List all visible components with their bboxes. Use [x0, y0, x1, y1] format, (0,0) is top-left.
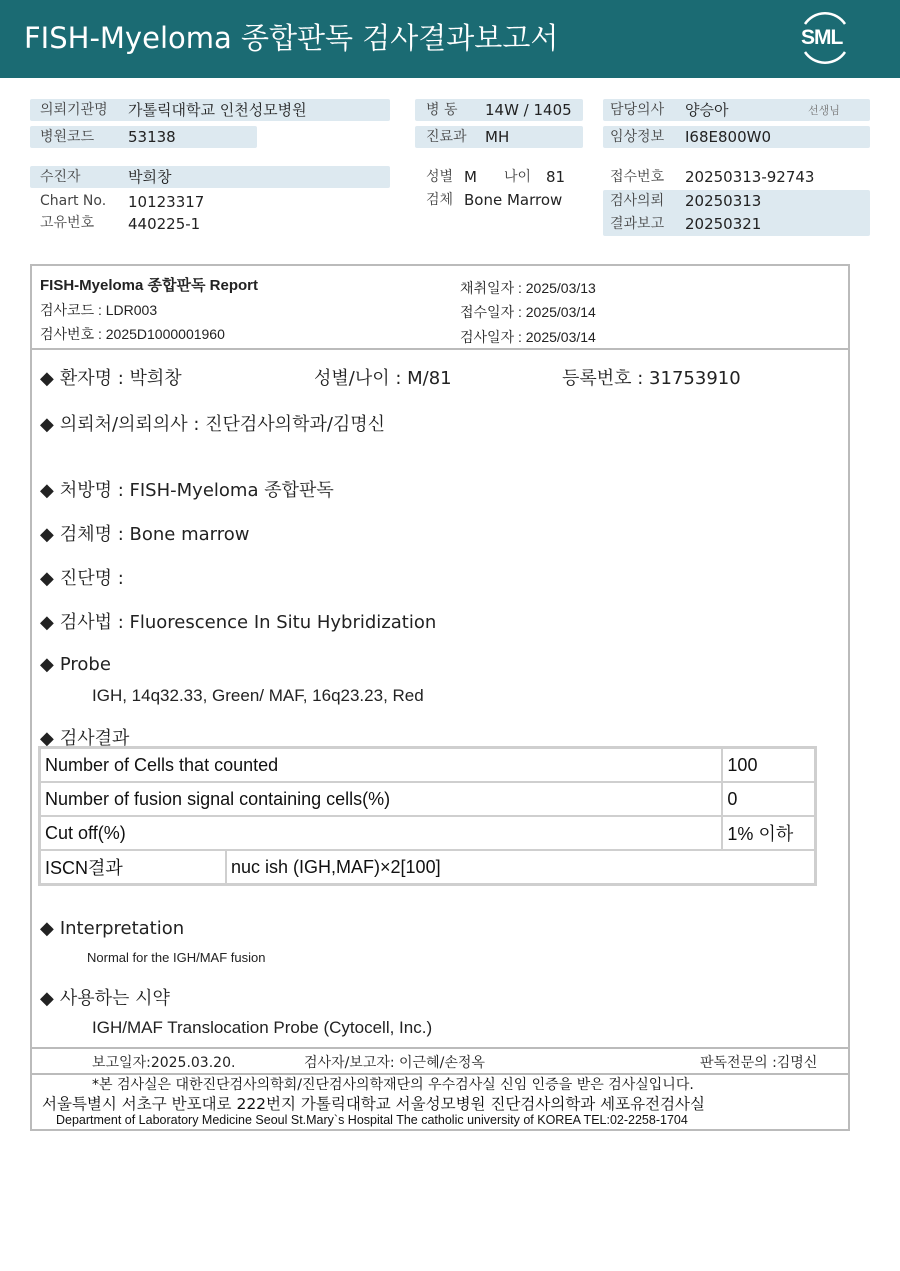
iscn-label: ISCN결과	[40, 850, 227, 885]
reg-line: 등록번호 : 31753910	[562, 368, 741, 389]
row-value: 0	[722, 782, 815, 816]
reagent-value: IGH/MAF Translocation Probe (Cytocell, Inc.)	[92, 1018, 433, 1037]
diamond-icon: ◆	[40, 728, 54, 749]
test-date: 검사일자 : 2025/03/14	[460, 329, 596, 345]
requester-line-text: 의뢰처/의뢰의사 : 진단검사의학과/김명신	[59, 414, 386, 435]
patient-line	[40, 364, 182, 390]
receipt-label: 접수번호	[610, 169, 665, 185]
test-code: 검사코드 : LDR003	[40, 302, 158, 318]
result-value: 20250321	[685, 215, 762, 233]
iscn-value: nuc ish (IGH,MAF)×2[100]	[226, 850, 816, 885]
diamond-icon: ◆	[40, 524, 54, 545]
sml-logo	[795, 10, 855, 66]
patient-value: 박희창	[128, 168, 172, 186]
specimen-value: Bone Marrow	[464, 191, 563, 209]
signature-row	[32, 1047, 848, 1075]
hosp-code-value: 53138	[128, 128, 176, 146]
clinical-value: I68E800W0	[685, 128, 771, 146]
chart-value: 10123317	[128, 193, 205, 211]
probe-line	[40, 654, 111, 675]
dept-label: 진료과	[426, 129, 467, 145]
result-heading-text: 검사결과	[59, 728, 130, 749]
row-label: Cut off(%)	[40, 816, 723, 850]
table-row	[40, 816, 816, 850]
page-title: FISH-Myeloma 종합판독 검사결과보고서	[24, 21, 559, 55]
row-label: Number of Cells that counted	[40, 748, 723, 783]
row-value: 1% 이하	[722, 816, 815, 850]
req-org-value: 가톨릭대학교 인천성모병원	[128, 101, 307, 119]
reagent-line	[40, 984, 170, 1010]
probe-label: Probe	[59, 654, 111, 675]
result-table	[38, 746, 817, 886]
diamond-icon: ◆	[40, 368, 54, 389]
method-line-text: 검사법 : Fluorescence In Situ Hybridization	[59, 612, 437, 633]
doctor-value: 양승아	[685, 101, 729, 119]
sexage-line: 성별/나이 : M/81	[314, 368, 452, 389]
clinical-label: 임상정보	[610, 129, 665, 145]
diamond-icon: ◆	[40, 480, 54, 501]
cert-line: *본 검사실은 대한진단검사의학회/진단검사의학재단의 우수검사실 신임 인증을 받은 검사실입니다.	[92, 1077, 694, 1093]
probe-value: IGH, 14q32.33, Green/ MAF, 16q23.23, Red	[92, 686, 424, 705]
receipt-value: 20250313-92743	[685, 168, 815, 186]
sex-value: M	[464, 168, 477, 186]
diamond-icon: ◆	[40, 414, 54, 435]
interp-line	[40, 918, 184, 939]
diagnosis-line-text: 진단명 :	[59, 568, 124, 589]
report-header	[32, 266, 848, 350]
diamond-icon: ◆	[40, 654, 54, 675]
request-label: 검사의뢰	[610, 193, 665, 209]
diamond-icon: ◆	[40, 568, 54, 589]
dept-line: Department of Laboratory Medicine Seoul St.Mary`s Hospital The catholic university of KOREA TEL:02-2258-1704	[56, 1113, 688, 1127]
report-box	[30, 264, 850, 1131]
table-row	[40, 850, 816, 885]
uid-label: 고유번호	[40, 215, 95, 231]
doctor-suffix: 선생님	[808, 104, 840, 117]
request-value: 20250313	[685, 192, 762, 210]
table-row	[40, 748, 816, 783]
specimen-line	[40, 520, 249, 546]
uid-value: 440225-1	[128, 215, 201, 233]
interp-value: Normal for the IGH/MAF fusion	[87, 950, 266, 965]
age-label: 나이	[504, 169, 532, 185]
ward-label: 병 동	[426, 102, 458, 118]
reagent-label: 사용하는 시약	[59, 988, 170, 1009]
interp-label: Interpretation	[59, 918, 185, 939]
specimen-line-text: 검체명 : Bone marrow	[59, 524, 250, 545]
collect-date: 채취일자 : 2025/03/13	[460, 280, 596, 296]
method-line	[40, 608, 436, 634]
row-label: Number of fusion signal containing cells(%)	[40, 782, 723, 816]
requester-line	[40, 410, 385, 436]
row-value: 100	[722, 748, 815, 783]
ward-value: 14W / 1405	[485, 101, 572, 119]
diamond-icon: ◆	[40, 612, 54, 633]
age-value: 81	[546, 168, 566, 186]
tester: 검사자/보고자: 이근혜/손정옥	[304, 1055, 485, 1071]
hosp-code-label: 병원코드	[40, 129, 95, 145]
dept-value: MH	[485, 128, 510, 146]
report-title: FISH-Myeloma 종합판독 Report	[40, 277, 258, 294]
diamond-icon: ◆	[40, 918, 54, 939]
prescription-line	[40, 476, 334, 502]
req-org-label: 의뢰기관명	[40, 102, 108, 118]
receive-date: 접수일자 : 2025/03/14	[460, 304, 596, 320]
result-label: 결과보고	[610, 216, 665, 232]
table-row	[40, 782, 816, 816]
report-date: 보고일자:2025.03.20.	[92, 1055, 236, 1071]
page-header	[0, 0, 900, 78]
chart-label: Chart No.	[40, 193, 107, 209]
sex-label: 성별	[426, 169, 454, 185]
specimen-label: 검체	[426, 192, 454, 208]
address-line: 서울특별시 서초구 반포대로 222번지 가톨릭대학교 서울성모병원 진단검사의학과 세포유전검사실	[42, 1095, 705, 1113]
reviewer: 판독전문의 :김명신	[700, 1055, 818, 1071]
prescription-line-text: 처방명 : FISH-Myeloma 종합판독	[59, 480, 334, 501]
patient-label: 수진자	[40, 169, 81, 185]
doctor-label: 담당의사	[610, 102, 665, 118]
diagnosis-line	[40, 564, 124, 590]
patient-line-text: 환자명 : 박희창	[59, 368, 182, 389]
test-no: 검사번호 : 2025D1000001960	[40, 326, 225, 342]
diamond-icon: ◆	[40, 988, 54, 1009]
logo-text: SML	[801, 26, 843, 49]
bar-patient	[30, 166, 390, 188]
